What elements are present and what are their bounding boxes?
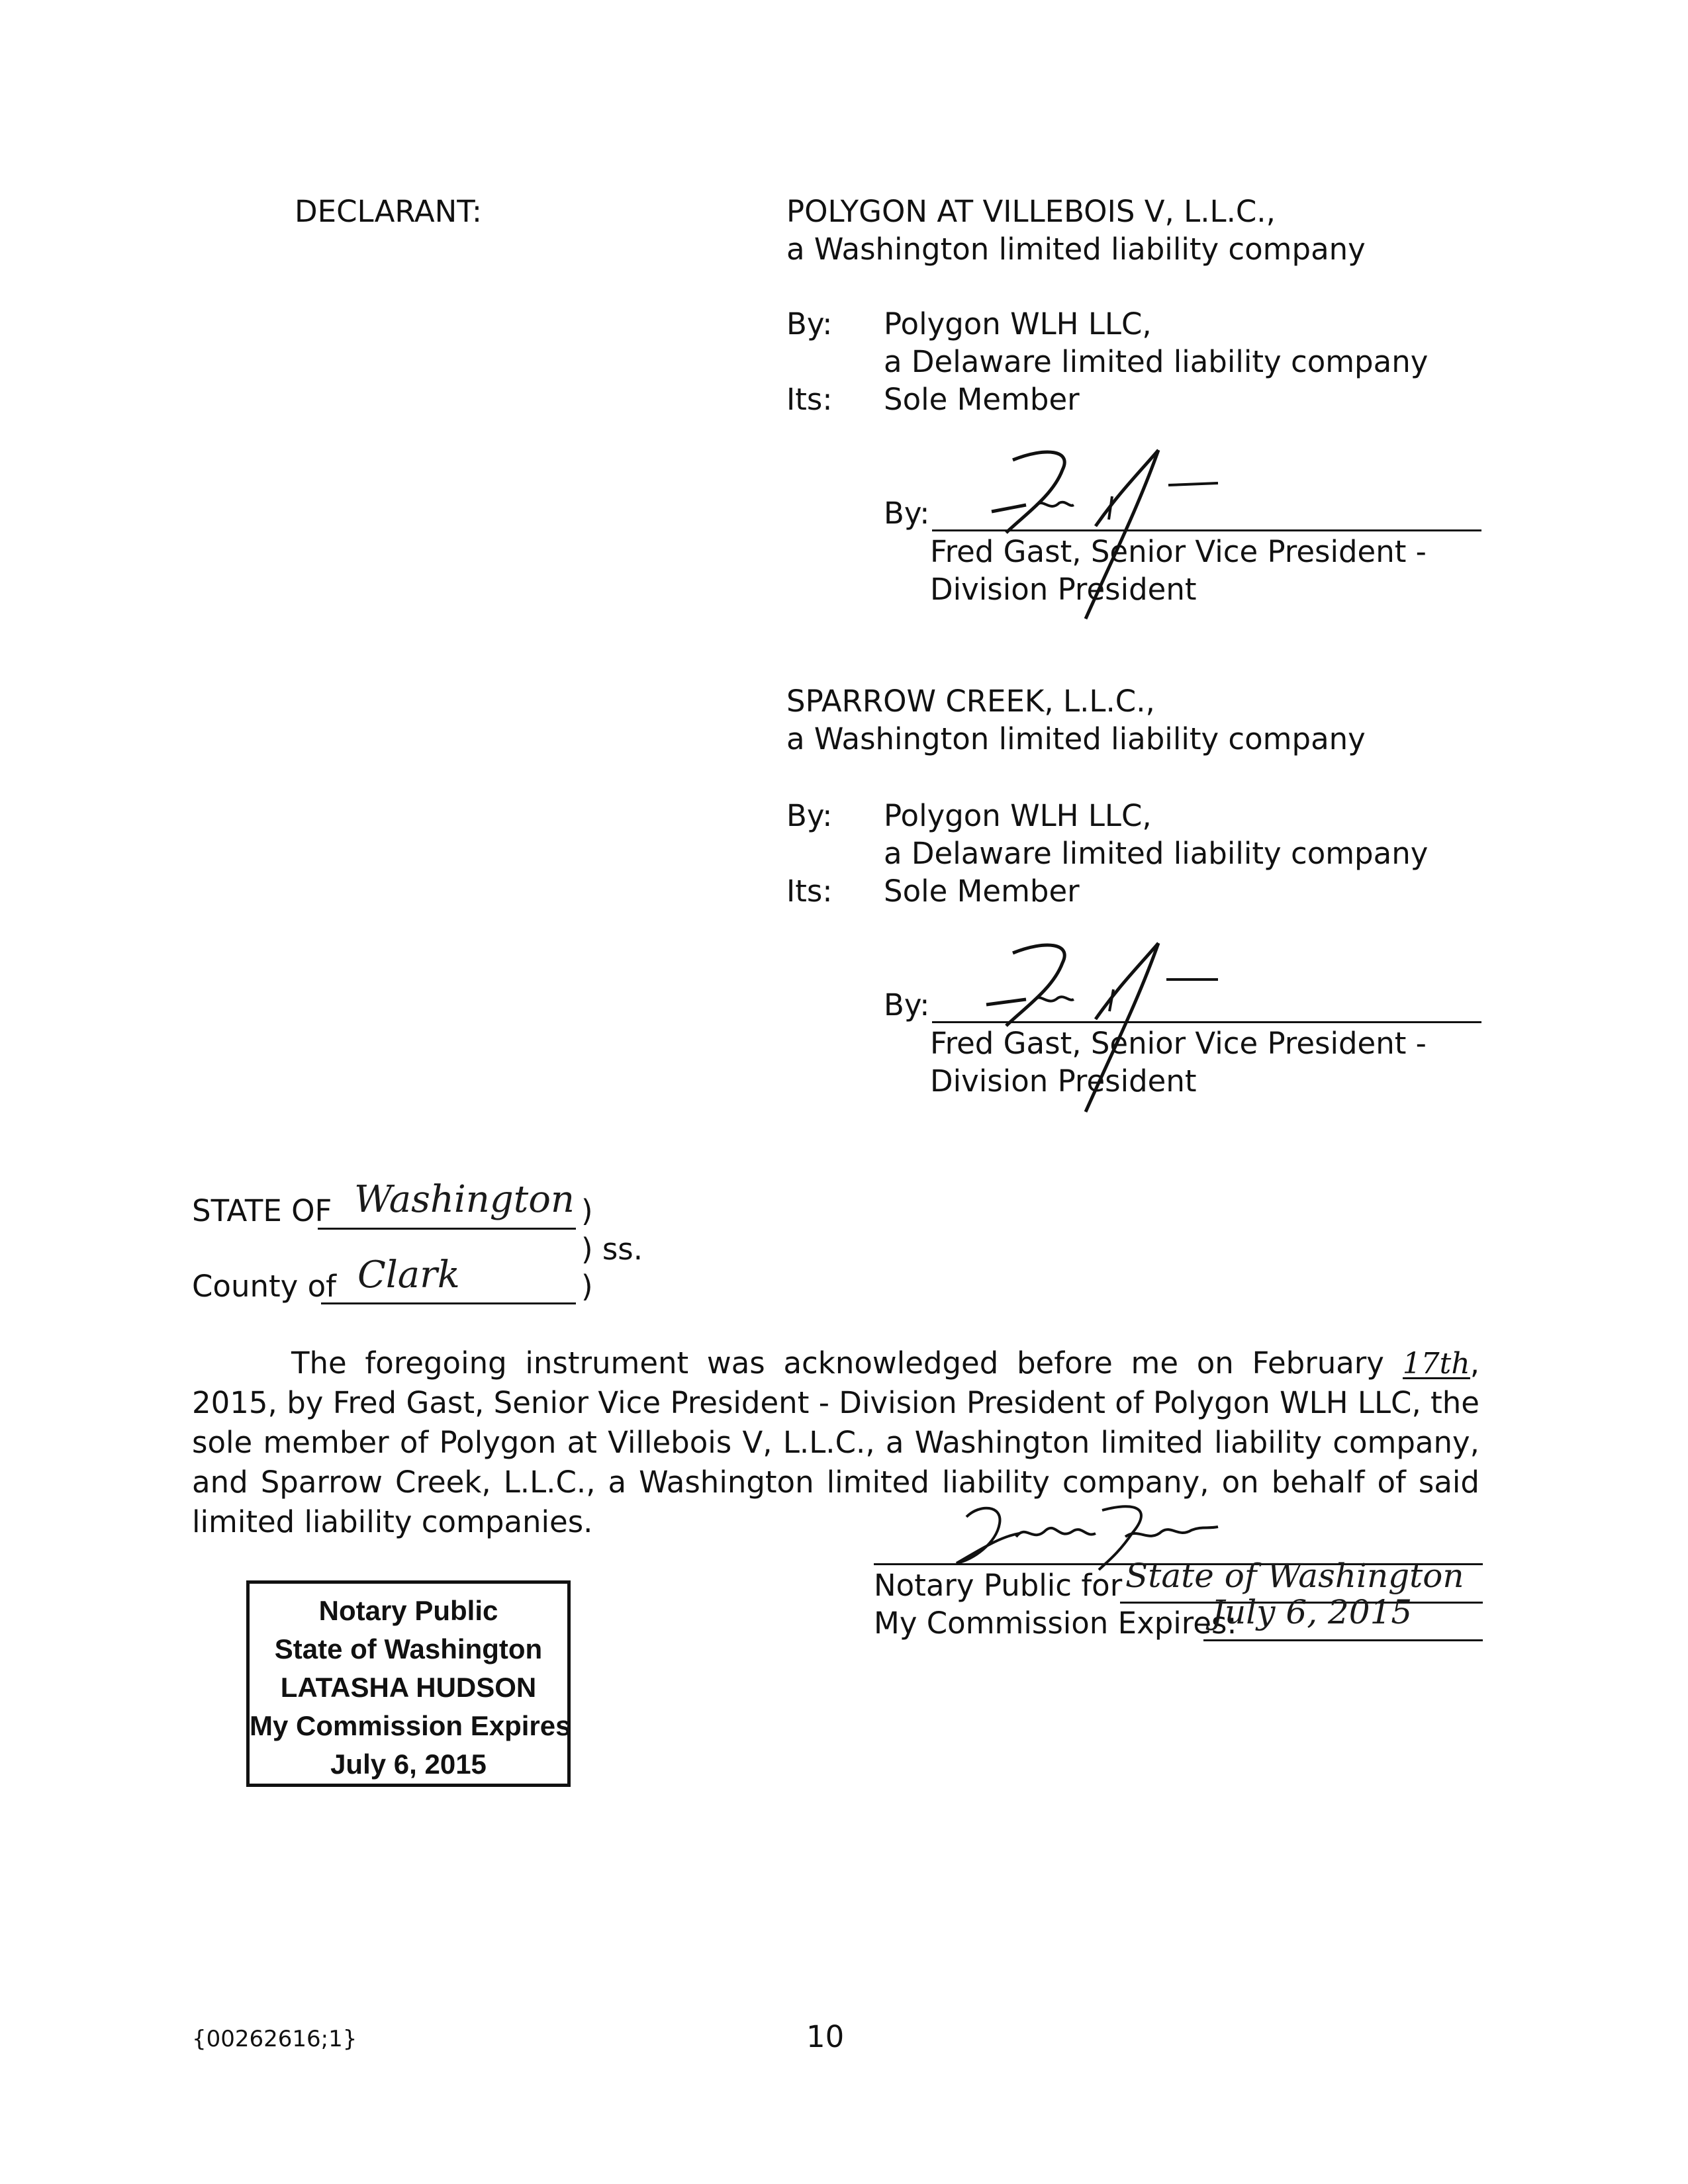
notary-public-for-value: State of Washington [1125, 1557, 1464, 1595]
entity1-signer-line2: Division President [930, 572, 1197, 607]
county-underline [321, 1302, 576, 1304]
entity1-signer-line1: Fred Gast, Senior Vice President - [930, 534, 1427, 569]
entity1-name: POLYGON AT VILLEBOIS V, L.L.C., [786, 194, 1276, 229]
entity1-member-name: Polygon WLH LLC, [884, 306, 1152, 341]
ss-mark: ) ss. [581, 1232, 643, 1267]
state-underline [318, 1228, 576, 1230]
entity2-member-name: Polygon WLH LLC, [884, 798, 1152, 833]
entity2-signer-line2: Division President [930, 1064, 1197, 1099]
notary-expires-value: July 6, 2015 [1211, 1593, 1413, 1631]
stamp-line5: July 6, 2015 [330, 1749, 487, 1780]
entity2-member-desc: a Delaware limited liability company [884, 836, 1429, 871]
ack-text-part1: The foregoing instrument was acknowledged before me on February [291, 1345, 1384, 1381]
ack-text-part2: , 2015, by Fred Gast, Senior Vice President - Division President of Polygon WLH LLC, the sole member of Polygon at Villebois V, L.L.C., a Washington limited liability company, and Sparrow Creek, L.L.C., a Washington limited liability company, on behalf of said limited liability companies. [192, 1345, 1480, 1539]
stamp-line1: Notary Public [318, 1595, 498, 1626]
entity2-its-label: Its: [786, 874, 833, 909]
county-label: County of [192, 1269, 336, 1304]
entity2-its-value: Sole Member [884, 874, 1080, 909]
entity1-its-label: Its: [786, 382, 833, 417]
entity2-name: SPARROW CREEK, L.L.C., [786, 684, 1155, 719]
stamp-line2: State of Washington [274, 1633, 543, 1664]
county-value: Clark [357, 1253, 460, 1297]
state-label: STATE OF [192, 1193, 332, 1228]
state-paren: ) [581, 1193, 593, 1228]
entity1-member-desc: a Delaware limited liability company [884, 344, 1429, 379]
stamp-line4: My Commission Expires [250, 1710, 571, 1741]
entity2-signer-line1: Fred Gast, Senior Vice President - [930, 1026, 1427, 1061]
entity1-its-value: Sole Member [884, 382, 1080, 417]
notary-public-for-label: Notary Public for [874, 1568, 1123, 1603]
entity1-by-label: By: [786, 306, 833, 341]
entity2-desc: a Washington limited liability company [786, 721, 1366, 756]
notary-expires-label: My Commission Expires: [874, 1606, 1237, 1641]
entity1-desc: a Washington limited liability company [786, 232, 1366, 267]
stamp-line3: LATASHA HUDSON [280, 1672, 537, 1703]
county-paren: ) [581, 1269, 593, 1304]
doc-id: {00262616;1} [192, 2026, 357, 2052]
entity2-sig-by-label: By: [884, 987, 930, 1023]
entity1-sig-by-label: By: [884, 496, 930, 531]
notary-stamp [246, 1580, 571, 1787]
page-number: 10 [806, 2019, 845, 2054]
declarant-label: DECLARANT: [295, 194, 482, 229]
ack-day: 17th [1402, 1347, 1470, 1381]
acknowledgment-paragraph [192, 1343, 1479, 1542]
state-value: Washington [354, 1178, 575, 1221]
entity2-by-label: By: [786, 798, 833, 833]
notary-expires-underline [1203, 1639, 1483, 1641]
